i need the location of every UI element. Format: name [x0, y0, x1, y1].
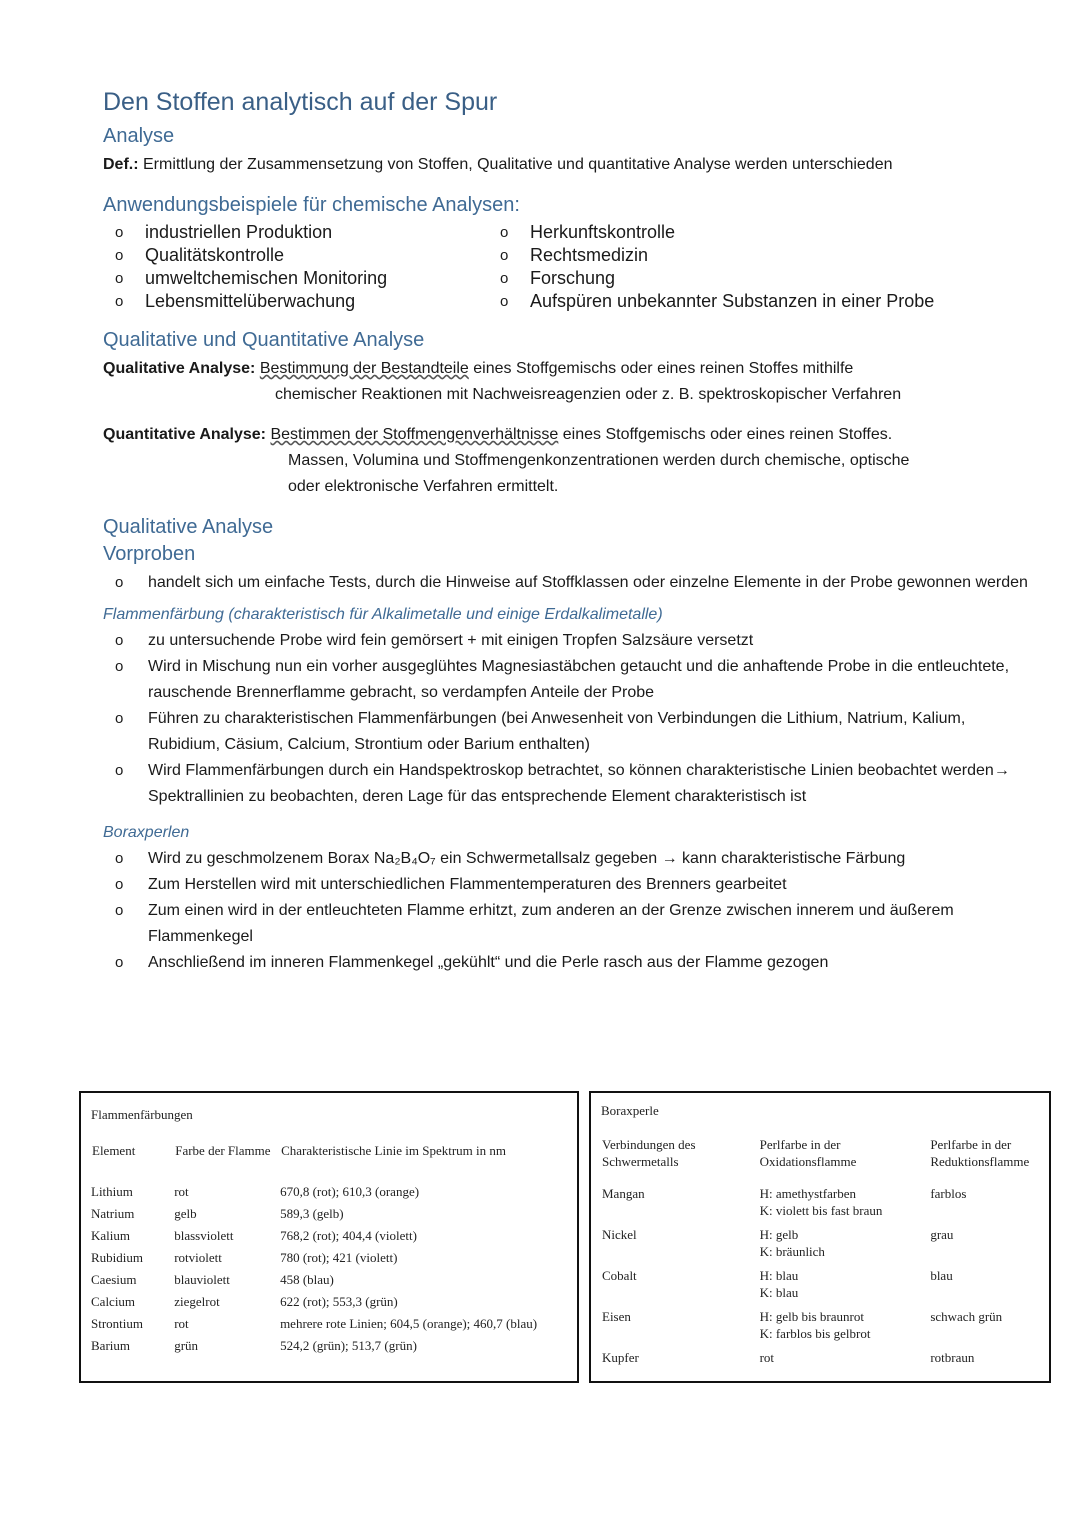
table-row: [601, 1266, 1049, 1307]
table-cell: rot: [174, 1184, 189, 1199]
column-header: Verbindungen des Schwermetalls: [602, 1137, 696, 1169]
table-cell: rotviolett: [174, 1250, 222, 1265]
table-cell: 670,8 (rot); 610,3 (orange): [280, 1184, 420, 1199]
table-cell: 458 (blau): [280, 1272, 334, 1287]
list-item: o Rechtsmedizin: [488, 244, 1008, 267]
analyse-heading: Analyse: [103, 125, 175, 147]
column-header: Charakteristische Linie im Spektrum in nm: [281, 1143, 506, 1158]
table-cell: blassviolett: [174, 1228, 234, 1243]
page-title: Den Stoffen analytisch auf der Spur: [103, 88, 498, 116]
table-row: [601, 1184, 1049, 1225]
table-cell: Cobalt: [602, 1268, 637, 1283]
flamme-heading: Flammenfärbung (charakteristisch für Alkalimetalle und einige Erdalkalimetalle): [103, 606, 663, 623]
oxidation-hot: H: amethystfarben: [759, 1186, 856, 1201]
list-item: o Wird in Mischung nun ein vorher ausgeglühtes Magnesiastäbchen getaucht und die anhaftende Probe in die entleuchtete, rauschende Brennerflamme gebracht, so verdampfen Anteile der Probe: [103, 654, 1033, 706]
quantitative-line2: Massen, Volumina und Stoffmengenkonzentrationen werden durch chemische, optische: [288, 452, 910, 469]
anwendung-heading: Anwendungsbeispiele für chemische Analysen:: [103, 194, 520, 216]
list-item: o Lebensmittelüberwachung: [103, 290, 488, 313]
table-row: [91, 1247, 577, 1269]
anwendung-columns: [103, 221, 1033, 313]
boraxperle-table-box: [589, 1091, 1051, 1383]
table-row: [601, 1348, 1049, 1372]
qualitative-line2: chemischer Reaktionen mit Nachweisreagenzien oder z. B. spektroskopischer Verfahren: [275, 386, 902, 403]
anwendung-list-right: [488, 221, 1008, 313]
table-cell: ziegelrot: [174, 1294, 220, 1309]
oxidation-hot: H: blau: [759, 1268, 799, 1283]
table-row: [91, 1313, 577, 1335]
table-row: [601, 1225, 1049, 1266]
quantitative-line3: oder elektronische Verfahren ermittelt.: [288, 478, 559, 495]
table-cell: [759, 1225, 930, 1266]
table-cell: Caesium: [91, 1272, 137, 1287]
table-cell: Nickel: [602, 1227, 637, 1242]
reference-tables: [79, 1091, 1051, 1383]
table-caption: Boraxperle: [601, 1103, 659, 1118]
table-cell: Kalium: [91, 1228, 130, 1243]
column-header: Perlfarbe in der Oxidationsflamme: [759, 1137, 857, 1169]
document-page: [103, 88, 1033, 976]
table-cell: mehrere rote Linien; 604,5 (orange); 460,7 (blau): [280, 1316, 538, 1331]
table-cell: Strontium: [91, 1316, 144, 1331]
column-header: Perlfarbe in der Reduktionsflamme: [930, 1137, 1030, 1169]
table-cell: Rubidium: [91, 1250, 144, 1265]
list-item: o Qualitätskontrolle: [103, 244, 488, 267]
table-cell: blauviolett: [174, 1272, 230, 1287]
table-row: [91, 1181, 577, 1203]
list-item: o Zum einen wird in der entleuchteten Flamme erhitzt, zum anderen an der Grenze zwischen innerem und äußerem Flammenkegel: [103, 898, 1033, 950]
table-cell: gelb: [174, 1206, 197, 1221]
list-item: o Forschung: [488, 267, 1008, 290]
table-cell: 768,2 (rot); 404,4 (violett): [280, 1228, 417, 1243]
table-row: [91, 1203, 577, 1225]
borax-list: [103, 846, 1033, 976]
qualitative-underlined: Bestimmung der Bestandteile: [259, 360, 469, 377]
column-header: Farbe der Flamme: [175, 1143, 271, 1158]
oxidation-hot: rot: [759, 1350, 775, 1365]
boraxperle-table: [601, 1135, 1049, 1372]
oxidation-cold: K: bräunlich: [759, 1244, 825, 1259]
table-cell: 780 (rot); 421 (violett): [280, 1250, 398, 1265]
qq-heading: Qualitative und Quantitative Analyse: [103, 329, 425, 351]
qualitative-text: eines Stoffgemischs oder eines reinen Stoffes mithilfe: [468, 360, 854, 377]
column-header: Element: [92, 1143, 136, 1158]
list-item: o Wird Flammenfärbungen durch ein Handspektroskop betrachtet, so können charakteristische Linien beobachtet werden→ Spektrallinien zu beobachten, deren Lage für das entsprechende Element charakteristisch ist: [103, 758, 1033, 810]
oxidation-cold: K: violett bis fast braun: [759, 1203, 883, 1218]
definition-label: Def.:: [103, 156, 139, 173]
list-item: o zu untersuchende Probe wird fein gemörsert + mit einigen Tropfen Salzsäure versetzt: [103, 628, 1033, 654]
vorproben-heading: Vorproben: [103, 543, 196, 565]
table-cell: Natrium: [91, 1206, 135, 1221]
table-cell: rot: [174, 1316, 189, 1331]
table-cell: farblos: [930, 1186, 967, 1201]
table-cell: [759, 1266, 930, 1307]
quantitative-definition: [103, 422, 1033, 448]
table-row: [601, 1307, 1049, 1348]
table-cell: blau: [930, 1268, 953, 1283]
flamme-list: [103, 628, 1033, 810]
flammenfaerbung-table-box: [79, 1091, 579, 1383]
list-item: o industriellen Produktion: [103, 221, 488, 244]
list-item: o Aufspüren unbekannter Substanzen in einer Probe: [488, 290, 1008, 313]
table-cell: [759, 1184, 930, 1225]
oxidation-hot: H: gelb bis braunrot: [759, 1309, 864, 1324]
definition-text: Ermittlung der Zusammensetzung von Stoffen, Qualitative und quantitative Analyse werden unterschieden: [138, 156, 893, 173]
table-cell: Barium: [91, 1338, 130, 1353]
table-cell: Lithium: [91, 1184, 133, 1199]
table-cell: [759, 1307, 930, 1348]
oxidation-cold: K: farblos bis gelbrot: [759, 1326, 871, 1341]
list-item: o handelt sich um einfache Tests, durch die Hinweise auf Stoffklassen oder einzelne Elemente in der Probe gewonnen werden: [103, 570, 1033, 596]
vorproben-list: [103, 570, 1033, 596]
table-cell: Calcium: [91, 1294, 136, 1309]
table-row: [91, 1291, 577, 1313]
table-cell: 622 (rot); 553,3 (grün): [280, 1294, 398, 1309]
table-cell: grün: [174, 1338, 199, 1353]
qualitative-label: Qualitative Analyse:: [103, 360, 256, 377]
list-item: o Herkunftskontrolle: [488, 221, 1008, 244]
table-cell: 524,2 (grün); 513,7 (grün): [280, 1338, 417, 1353]
table-cell: [759, 1348, 930, 1372]
table-row: [91, 1225, 577, 1247]
list-item: o Zum Herstellen wird mit unterschiedlichen Flammentemperaturen des Brenners gearbeitet: [103, 872, 1033, 898]
table-cell: Eisen: [602, 1309, 631, 1324]
quantitative-label: Quantitative Analyse:: [103, 426, 267, 443]
oxidation-cold: K: blau: [759, 1285, 799, 1300]
list-item: o Anschließend im inneren Flammenkegel „gekühlt“ und die Perle rasch aus der Flamme gezogen: [103, 950, 1033, 976]
table-cell: grau: [930, 1227, 954, 1242]
qualitative-definition: [103, 356, 1033, 382]
list-item: o Wird zu geschmolzenem Borax Na₂B₄O₇ ein Schwermetallsalz gegeben → kann charakteristische Färbung: [103, 846, 1033, 872]
flammenfaerbung-table: [91, 1141, 577, 1357]
qualitative-heading: Qualitative Analyse: [103, 516, 274, 538]
table-cell: 589,3 (gelb): [280, 1206, 344, 1221]
quantitative-text: eines Stoffgemischs oder eines reinen Stoffes.: [558, 426, 893, 443]
table-caption: Flammenfärbungen: [91, 1107, 193, 1122]
oxidation-hot: H: gelb: [759, 1227, 799, 1242]
list-item: o umweltchemischen Monitoring: [103, 267, 488, 290]
quantitative-underlined: Bestimmen der Stoffmengenverhältnisse: [270, 426, 559, 443]
list-item: o Führen zu charakteristischen Flammenfärbungen (bei Anwesenheit von Verbindungen die Lithium, Natrium, Kalium, Rubidium, Cäsium, Calcium, Strontium oder Barium enthalten): [103, 706, 1033, 758]
table-cell: Kupfer: [602, 1350, 639, 1365]
analyse-definition: [103, 152, 1033, 178]
anwendung-list-left: [103, 221, 488, 313]
table-cell: schwach grün: [930, 1309, 1003, 1324]
table-cell: rotbraun: [930, 1350, 975, 1365]
table-row: [91, 1335, 577, 1357]
table-cell: Mangan: [602, 1186, 645, 1201]
borax-heading: Boraxperlen: [103, 824, 190, 841]
table-row: [91, 1269, 577, 1291]
